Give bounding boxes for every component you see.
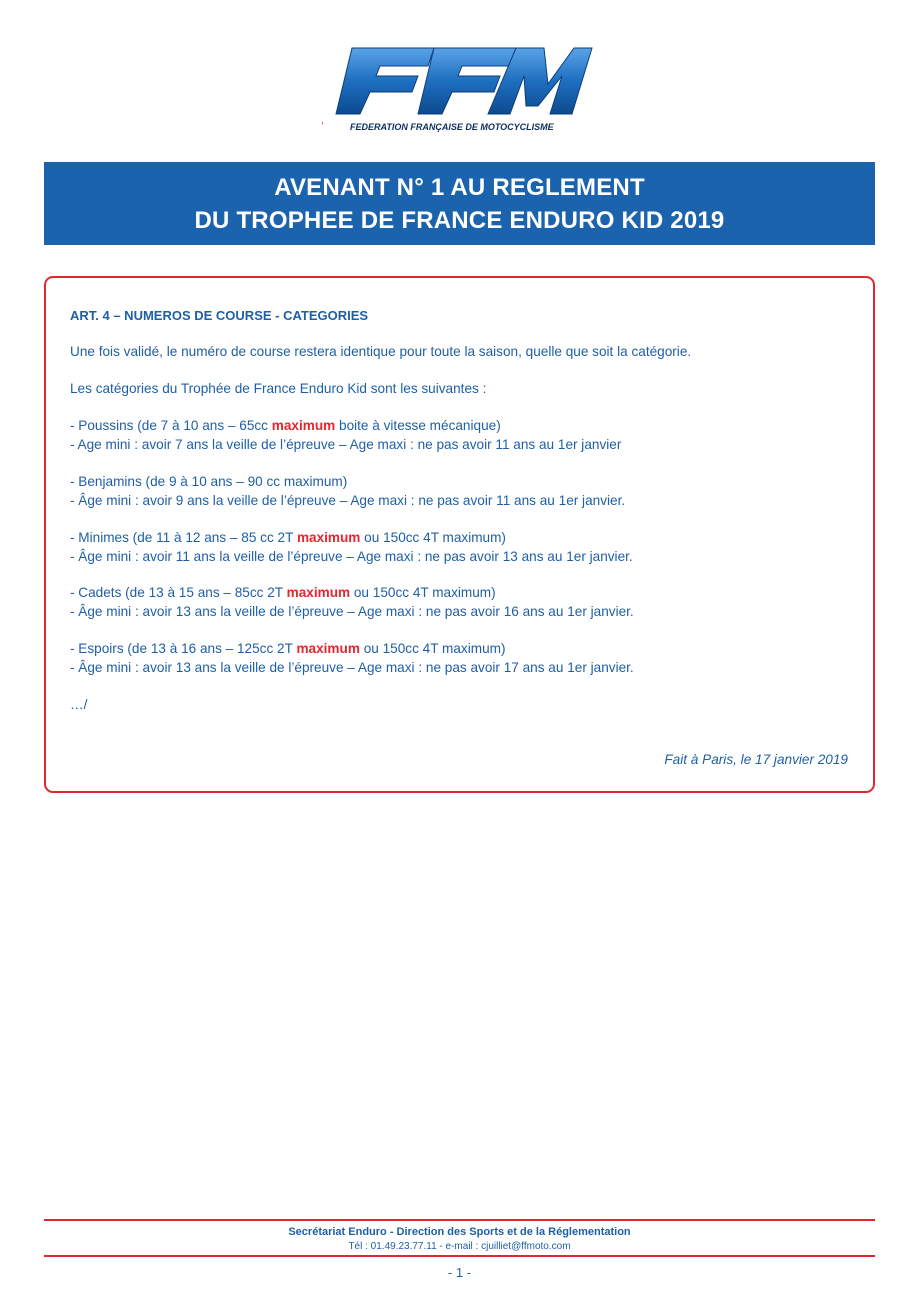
category-cadets-age: - Âge mini : avoir 13 ans la veille de l’épreuve – Age maxi : ne pas avoir 16 ans au 1er janvier. xyxy=(70,604,634,619)
category-espoirs: - Espoirs (de 13 à 16 ans – 125cc 2T maximum ou 150cc 4T maximum) xyxy=(70,641,506,656)
footer-rule-top xyxy=(44,1219,875,1221)
title-line-2: DU TROPHEE DE FRANCE ENDURO KID 2019 xyxy=(194,206,725,234)
category-espoirs-age: - Âge mini : avoir 13 ans la veille de l’épreuve – Age maxi : ne pas avoir 17 ans au 1er janvier. xyxy=(70,660,634,675)
category-poussins: - Poussins (de 7 à 10 ans – 65cc maximum boite à vitesse mécanique) xyxy=(70,418,501,433)
page-number: - 1 - xyxy=(447,1265,472,1280)
categories-intro: Les catégories du Trophée de France Enduro Kid sont les suivantes : xyxy=(70,381,487,396)
title-line-1: AVENANT N° 1 AU REGLEMENT xyxy=(274,173,645,201)
category-minimes: - Minimes (de 11 à 12 ans – 85 cc 2T maximum ou 150cc 4T maximum) xyxy=(70,530,506,545)
ffm-logo xyxy=(322,40,602,136)
ellipsis: …/ xyxy=(70,697,88,712)
signature-date: Fait à Paris, le 17 janvier 2019 xyxy=(664,752,848,767)
footer-department: Secrétariat Enduro - Direction des Sports et de la Réglementation xyxy=(288,1226,631,1238)
federation-name: FEDERATION FRANÇAISE DE MOTOCYCLISME xyxy=(350,122,554,132)
category-poussins-age: - Age mini : avoir 7 ans la veille de l’épreuve – Age maxi : ne pas avoir 11 ans au 1er janvier xyxy=(70,437,622,452)
intro-paragraph: Une fois validé, le numéro de course restera identique pour toute la saison, quelle que soit la catégorie. xyxy=(70,344,692,359)
category-benjamins-age: - Âge mini : avoir 9 ans la veille de l’épreuve – Age maxi : ne pas avoir 11 ans au 1er janvier. xyxy=(70,493,626,508)
category-benjamins: - Benjamins (de 9 à 10 ans – 90 cc maximum) xyxy=(70,474,348,489)
article-heading: ART. 4 – NUMEROS DE COURSE - CATEGORIES xyxy=(70,308,369,323)
footer-rule-bottom xyxy=(44,1255,875,1257)
category-cadets: - Cadets (de 13 à 15 ans – 85cc 2T maximum ou 150cc 4T maximum) xyxy=(70,585,496,600)
title-banner xyxy=(44,162,875,245)
category-minimes-age: - Âge mini : avoir 11 ans la veille de l’épreuve – Age maxi : ne pas avoir 13 ans au 1er janvier. xyxy=(70,549,633,564)
footer-contact: Tél : 01.49.23.77.11 - e-mail : cjuilliet@ffmoto.com xyxy=(348,1241,571,1252)
